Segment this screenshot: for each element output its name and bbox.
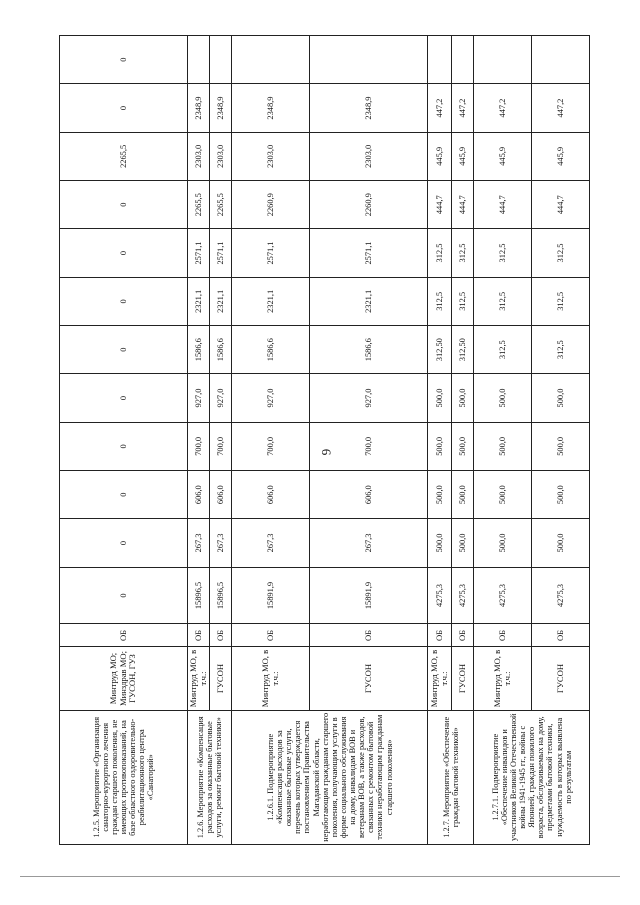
- row-name: 1.2.6.1. Подмероприятие «Компенсация расходов за оказанные бытовые услуги, перечень которых утверждается постановлением Правительства Магаданской области, неработающим гражданам старшего поколения, получающим услуги в форме социального обслуживания на дому, инвалидам ВОВ и ветеранам ВОВ, а также расходов, связанных с ремонтом бытовой техники неработающим гражданам старшего поколения»: [265, 712, 394, 842]
- value-total: 4275,3: [428, 567, 452, 624]
- value-total: 4275,3: [452, 567, 474, 624]
- value-cell: 312,5: [474, 229, 532, 277]
- value-cell: 2303,0: [310, 132, 428, 180]
- value-cell: 500,0: [474, 519, 532, 567]
- value-cell: 0: [60, 36, 188, 84]
- value-cell: 2348,9: [310, 84, 428, 132]
- value-cell: 500,0: [428, 422, 452, 470]
- value-cell: 606,0: [210, 471, 232, 519]
- value-cell: 447,2: [532, 84, 590, 132]
- value-cell: 2571,1: [232, 229, 310, 277]
- value-cell: 312,5: [474, 277, 532, 325]
- value-cell: 700,0: [232, 422, 310, 470]
- table-row: [474, 36, 532, 845]
- value-cell: 267,3: [232, 519, 310, 567]
- value-cell: 700,0: [210, 422, 232, 470]
- value-cell: 500,0: [428, 519, 452, 567]
- value-cell: 2265,5: [60, 132, 188, 180]
- row-name: 1.2.7. Мероприятие «Обеспечение граждан бытовой техникой»: [441, 716, 460, 838]
- value-cell: 445,9: [474, 132, 532, 180]
- value-cell: 2303,0: [188, 132, 210, 180]
- value-cell: 2260,9: [232, 181, 310, 229]
- value-cell: [532, 36, 590, 84]
- value-cell: 500,0: [428, 471, 452, 519]
- value-cell: 444,7: [532, 181, 590, 229]
- value-cell: 1586,6: [310, 326, 428, 374]
- executor-cell: Минтруд МО, в т.ч.:: [428, 647, 452, 710]
- executor-cell: ГУСОН: [310, 647, 428, 710]
- value-cell: 606,0: [310, 471, 428, 519]
- source-cell: ОБ: [60, 624, 188, 647]
- value-cell: 312,5: [428, 229, 452, 277]
- value-cell: 312,5: [474, 326, 532, 374]
- value-cell: [310, 36, 428, 84]
- value-cell: 500,0: [532, 374, 590, 422]
- value-total: 15896,5: [188, 567, 210, 624]
- value-cell: 927,0: [310, 374, 428, 422]
- value-cell: 2571,1: [310, 229, 428, 277]
- value-cell: 1586,6: [232, 326, 310, 374]
- value-cell: [188, 36, 210, 84]
- source-cell: ОБ: [532, 624, 590, 647]
- value-cell: 445,9: [428, 132, 452, 180]
- value-cell: 500,0: [474, 471, 532, 519]
- value-cell: 700,0: [310, 422, 428, 470]
- source-cell: ОБ: [210, 624, 232, 647]
- source-cell: ОБ: [474, 624, 532, 647]
- value-total: 15896,5: [210, 567, 232, 624]
- executor-cell: Минтруд МО, в т.ч.:: [232, 647, 310, 710]
- row-name-cell: [60, 710, 188, 844]
- value-cell: [474, 36, 532, 84]
- value-cell: 927,0: [188, 374, 210, 422]
- value-cell: 312,5: [532, 277, 590, 325]
- value-total: 15891,9: [232, 567, 310, 624]
- executor-cell: ГУСОН: [452, 647, 474, 710]
- table-row: [428, 36, 452, 845]
- value-cell: 0: [60, 277, 188, 325]
- value-cell: 927,0: [210, 374, 232, 422]
- value-cell: 2571,1: [210, 229, 232, 277]
- row-name-cell: [474, 710, 590, 844]
- budget-table: [59, 35, 590, 845]
- row-name: 1.2.5. Мероприятие «Организация санаторно-курортного лечения граждан старшего поколения, не имеющих противопоказаний, на базе областного оздоровительно-реабилитационного центра «Санаторий»: [91, 716, 156, 838]
- value-cell: 500,0: [532, 471, 590, 519]
- value-cell: 500,0: [452, 519, 474, 567]
- value-cell: 2571,1: [188, 229, 210, 277]
- value-cell: 500,0: [474, 422, 532, 470]
- value-cell: 444,7: [428, 181, 452, 229]
- executor-cell: Минтруд МО; Минздрав МО; ГУСОН, ГУЗ: [60, 647, 188, 710]
- value-cell: 312,5: [532, 326, 590, 374]
- value-cell: 312,5: [532, 229, 590, 277]
- value-cell: 2321,1: [310, 277, 428, 325]
- value-cell: 500,0: [474, 374, 532, 422]
- value-cell: 500,0: [452, 374, 474, 422]
- row-name-cell: [428, 710, 474, 844]
- value-cell: 2265,5: [210, 181, 232, 229]
- value-cell: 500,0: [532, 422, 590, 470]
- value-cell: 2321,1: [188, 277, 210, 325]
- value-cell: 500,0: [452, 471, 474, 519]
- value-cell: [210, 36, 232, 84]
- value-total: 15891,9: [310, 567, 428, 624]
- executor-cell: Минтруд МО, в т.ч.:: [474, 647, 532, 710]
- value-cell: 2348,9: [210, 84, 232, 132]
- value-cell: 0: [60, 84, 188, 132]
- table-row: [60, 36, 188, 845]
- value-cell: 312,50: [428, 326, 452, 374]
- value-cell: 2260,9: [310, 181, 428, 229]
- value-cell: 267,3: [210, 519, 232, 567]
- value-cell: 2321,1: [210, 277, 232, 325]
- value-cell: 0: [60, 519, 188, 567]
- page-number: 6: [319, 448, 334, 456]
- value-cell: 447,2: [452, 84, 474, 132]
- value-cell: 312,5: [428, 277, 452, 325]
- value-cell: 0: [60, 374, 188, 422]
- row-name-cell: [232, 710, 428, 844]
- value-cell: 500,0: [452, 422, 474, 470]
- value-cell: 445,9: [452, 132, 474, 180]
- value-cell: 927,0: [232, 374, 310, 422]
- value-cell: 2303,0: [232, 132, 310, 180]
- value-cell: 444,7: [474, 181, 532, 229]
- value-cell: [428, 36, 452, 84]
- value-total: 4275,3: [532, 567, 590, 624]
- executor-cell: ГУСОН: [532, 647, 590, 710]
- value-cell: 447,2: [474, 84, 532, 132]
- source-cell: ОБ: [428, 624, 452, 647]
- value-cell: 606,0: [188, 471, 210, 519]
- executor-cell: Минтруд МО, в т.ч.:: [188, 647, 210, 710]
- value-cell: [232, 36, 310, 84]
- value-cell: 2348,9: [232, 84, 310, 132]
- value-cell: 0: [60, 229, 188, 277]
- value-cell: 312,5: [452, 277, 474, 325]
- row-name: 1.2.6. Мероприятие «Компенсация расходов за оказанные бытовые услуги, ремонт бытовой техники»: [195, 716, 224, 839]
- value-cell: 445,9: [532, 132, 590, 180]
- source-cell: ОБ: [188, 624, 210, 647]
- value-cell: 1586,6: [188, 326, 210, 374]
- value-cell: 2348,9: [188, 84, 210, 132]
- value-cell: 267,3: [188, 519, 210, 567]
- executor-cell: ГУСОН: [210, 647, 232, 710]
- value-cell: 500,0: [532, 519, 590, 567]
- source-cell: ОБ: [452, 624, 474, 647]
- value-cell: 267,3: [310, 519, 428, 567]
- value-total: 4275,3: [474, 567, 532, 624]
- value-cell: 700,0: [188, 422, 210, 470]
- value-cell: [452, 36, 474, 84]
- value-cell: 312,5: [452, 229, 474, 277]
- value-cell: 2303,0: [210, 132, 232, 180]
- row-name: 1.2.7.1. Подмероприятие «Обеспечение инвалидов и участников Великой Отечественной войны 1941-1945 гг., войны с Японией, граждан пожилого возраста, обслуживаемых на дому, предметами бытовой техники, нуждаемость в которых выявлена по результатам: [490, 713, 573, 842]
- value-cell: 444,7: [452, 181, 474, 229]
- row-name-cell: [188, 710, 232, 844]
- value-cell: 0: [60, 181, 188, 229]
- footer-divider: [20, 876, 620, 877]
- table-row: [188, 36, 210, 845]
- value-cell: 0: [60, 471, 188, 519]
- table-row: [232, 36, 310, 845]
- value-cell: 500,0: [428, 374, 452, 422]
- value-cell: 2265,5: [188, 181, 210, 229]
- source-cell: ОБ: [310, 624, 428, 647]
- value-total: 0: [60, 567, 188, 624]
- value-cell: 0: [60, 422, 188, 470]
- value-cell: 312,50: [452, 326, 474, 374]
- value-cell: 606,0: [232, 471, 310, 519]
- value-cell: 2321,1: [232, 277, 310, 325]
- source-cell: ОБ: [232, 624, 310, 647]
- rotated-table-container: [59, 35, 589, 845]
- value-cell: 447,2: [428, 84, 452, 132]
- value-cell: 1586,6: [210, 326, 232, 374]
- value-cell: 0: [60, 326, 188, 374]
